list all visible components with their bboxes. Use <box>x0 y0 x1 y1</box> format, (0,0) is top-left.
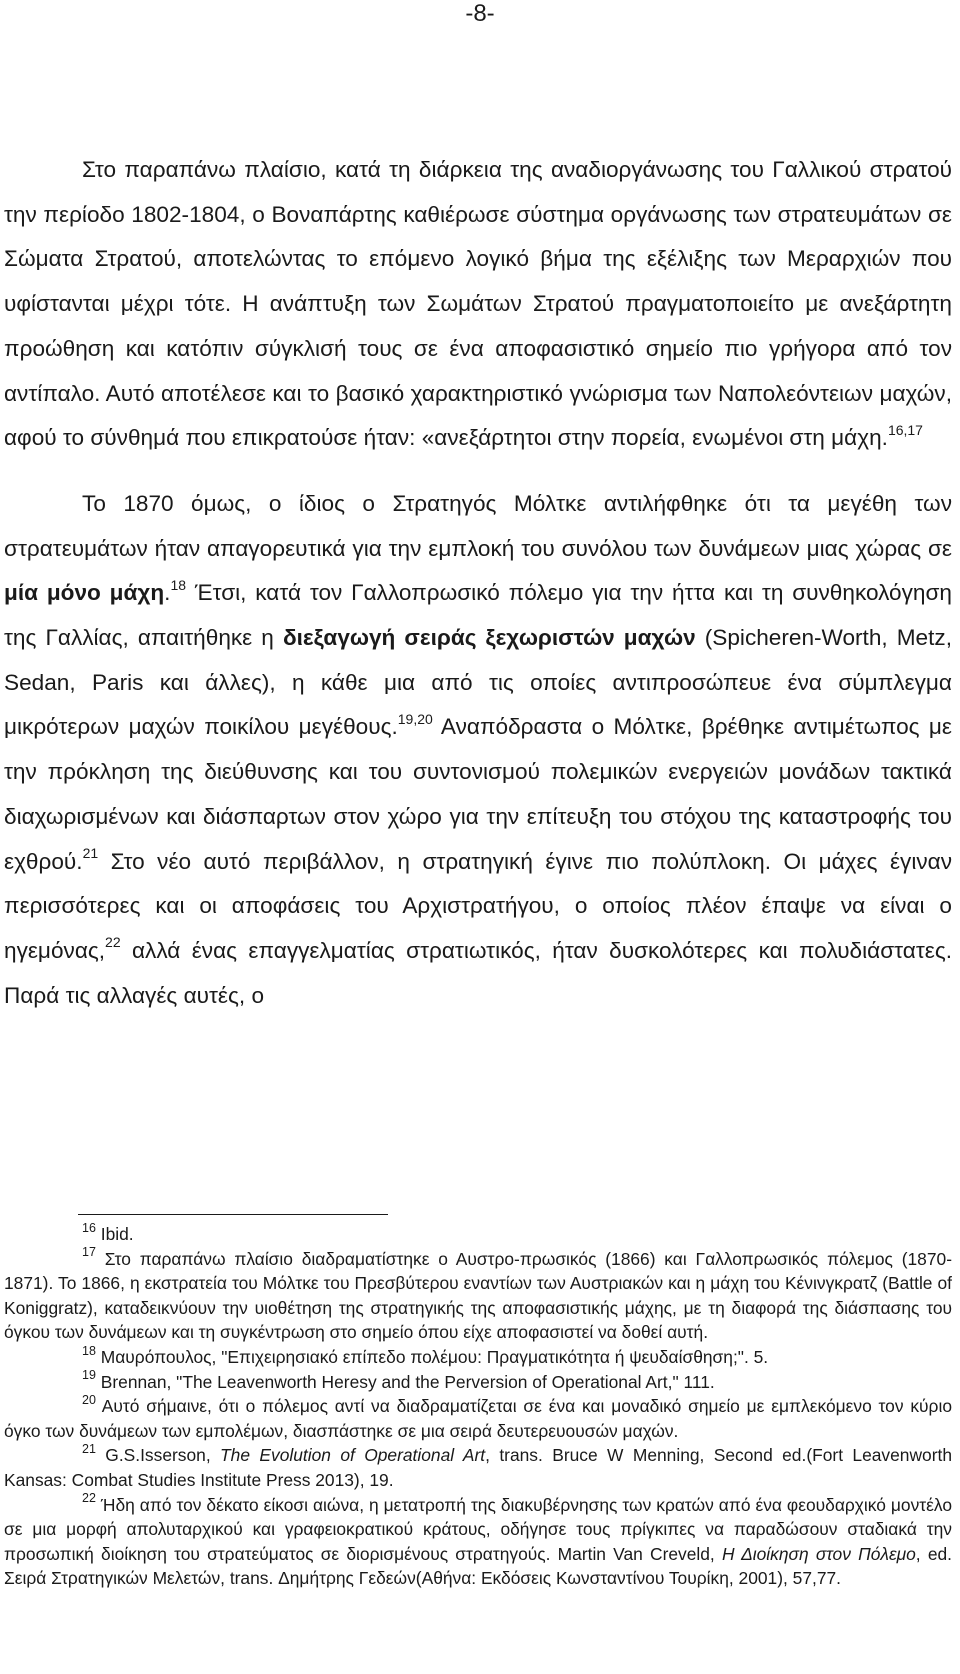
footnote-ref: 21 <box>82 845 99 862</box>
footnote-number: 18 <box>82 1343 96 1358</box>
footnote-ref: 16,17 <box>887 421 923 438</box>
footnote-separator <box>78 1214 388 1215</box>
footnote-ref: 18 <box>170 576 187 593</box>
footnote-text: Ήδη από τον δέκατο είκοσι αιώνα, η μετατροπή της διακυβέρνησης των κρατών από ένα φεουδαρχικό μοντέλο σε μια μορφή απολυταρχικού και γραφειοκρατικού κράτους, οδήγησε τους πρίγκιπες να παραδώσουν σταδιακά την προσωπική διοίκηση του στρατεύματος σε διορισμένους στρατηγούς. Martin Van Creveld, <box>4 1494 952 1564</box>
footnote-text: Ibid. <box>95 1224 134 1244</box>
body-text <box>4 148 952 1018</box>
footnote-number: 22 <box>82 1491 96 1506</box>
footnote-text: Μαυρόπουλος, "Επιχειρησιακό επίπεδο πολέμου: Πραγματικότητα ή ψευδαίσθηση;". 5. <box>95 1346 769 1367</box>
footnote-number: 21 <box>82 1442 96 1457</box>
paragraph-text: Στο παραπάνω πλαίσιο, κατά τη διάρκεια της αναδιοργάνωσης του Γαλλικού στρατού την περίοδο 1802-1804, ο Βοναπάρτης καθιέρωσε σύστημα οργάνωσης των στρατευμάτων σε Σώματα Στρατού, αποτελώντας το επόμενο λογικό βήμα της εξέλιξης των Μεραρχιών που υφίστανται μέχρι τότε. Η ανάπτυξη των Σωμάτων Στρατού πραγματοποιείτο με ανεξάρτητη προώθηση και κατόπιν σύγκλισή τους σε ένα αποφασιστικό σημείο πιο γρήγορα από τον αντίπαλο. Αυτό αποτέλεσε και το βασικό χαρακτηριστικό γνώρισμα των Ναπολεόντειων μαχών, αφού το σύνθημά που επικρατούσε ήταν: «ανεξάρτητοι στην πορεία, ενωμένοι στη μάχη. <box>4 157 952 451</box>
footnote-text: G.S.Isserson, <box>95 1445 221 1466</box>
footnote-number: 20 <box>82 1393 96 1408</box>
footnotes <box>4 1222 952 1591</box>
footnote-17 <box>4 1247 952 1345</box>
footnote-22 <box>4 1493 952 1591</box>
footnote-16 <box>4 1222 952 1247</box>
footnote-ref: 19,20 <box>397 710 433 727</box>
footnote-18 <box>4 1345 952 1370</box>
footnote-21 <box>4 1443 952 1492</box>
footnote-ref: 22 <box>105 934 121 951</box>
footnote-text: , trans. Bruce W Menning, Second ed.(Fort Leavenworth Kansas: Combat Studies Institute Press 2013), 19. <box>4 1445 952 1490</box>
footnote-number: 17 <box>82 1245 96 1260</box>
page-number: -8- <box>465 0 495 27</box>
book-title: The Evolution of Operational Art <box>220 1445 486 1466</box>
paragraph-text: . <box>164 580 171 606</box>
paragraph-text: Έτσι, κατά τον Γαλλοπρωσικό πόλεμο για την ήττα και τη συνθηκολόγηση της Γαλλίας, απαιτήθηκε η <box>4 580 952 651</box>
bold-phrase: διεξαγωγή σειράς ξεχωριστών μαχών <box>282 625 696 651</box>
bold-phrase: μία μόνο μάχη <box>4 580 165 606</box>
paragraph-text: Στο νέο αυτό περιβάλλον, η στρατηγική έγινε πιο πολύπλοκη. Οι μάχες έγιναν περισσότερες και οι αποφάσεις του Αρχιστρατήγου, ο οποίος πλέον έπαψε να είναι ο ηγεμόνας, <box>4 848 952 963</box>
paragraph-1 <box>4 148 952 461</box>
footnote-number: 16 <box>82 1220 96 1235</box>
footnote-text: Στο παραπάνω πλαίσιο διαδραματίστηκε ο Αυστρο-πρωσικός (1866) και Γαλλοπρωσικός πόλεμος (1870-1871). Το 1866, η εκστρατεία του Μόλτκε του Πρεσβύτερου εναντίων των Αυστριακών και η μάχη του Κένινγκρατζ (Battle of Koniggratz), καταδεικνύουν την υιοθέτηση της στρατηγικής της αποφασιστικής μάχης, με τη διαφορά της διάσπασης του όγκου των δυνάμεων και τη συγκέντρωση στο σημείο όπου είχε αποφασιστεί να δοθεί αυτή. <box>4 1248 952 1343</box>
paragraph-text: (Spicheren-Worth, Metz, Sedan, Paris και άλλες), η κάθε μια από τις οποίες αντιπροσώπευε ένα σύμπλεγμα μικρότερων μαχών ποικίλου μεγέθους. <box>4 625 952 740</box>
paragraph-text: Το 1870 όμως, ο ίδιος ο Στρατηγός Μόλτκε αντιλήφθηκε ότι τα μεγέθη των στρατευμάτων ήταν απαγορευτικά για την εμπλοκή του συνόλου των δυνάμεων μιας χώρας σε <box>4 490 952 561</box>
footnote-20 <box>4 1394 952 1443</box>
footnote-number: 19 <box>82 1368 96 1383</box>
paragraph-text: Αναπόδραστα ο Μόλτκε, βρέθηκε αντιμέτωπος με την πρόκληση της διεύθυνσης και του συντονισμού πολεμικών ενεργειών μονάδων τακτικά διαχωρισμένων και διάσπαρτων στον χώρο για την επίτευξη του στόχου της καταστροφής του εχθρού. <box>4 714 953 874</box>
footnote-text: , ed. Σειρά Στρατηγικών Μελετών, trans. Δημήτρης Γεδεών(Αθήνα: Εκδόσεις Κωνσταντίνου Τουρίκη, 2001), 57,77. <box>4 1543 952 1589</box>
footnote-19 <box>4 1370 952 1395</box>
paragraph-text: αλλά ένας επαγγελματίας στρατιωτικός, ήταν δυσκολότερες και πολυδιάστατες. Παρά τις αλλαγές αυτές, ο <box>4 937 952 1008</box>
book-title: Η Διοίκηση στον Πόλεμο <box>721 1543 916 1564</box>
paragraph-2 <box>4 482 952 1018</box>
footnote-text: Brennan, "The Leavenworth Heresy and the Perversion of Operational Art," 111. <box>95 1371 715 1392</box>
footnote-text: Αυτό σήμαινε, ότι ο πόλεμος αντί να διαδραματίζεται σε ένα και μοναδικό σημείο με εμπλεκόμενο τον κύριο όγκο των δυνάμεων των εμπολέμων, διασπάστηκε σε μια σειρά δευτερευουσών μαχών. <box>4 1396 952 1441</box>
